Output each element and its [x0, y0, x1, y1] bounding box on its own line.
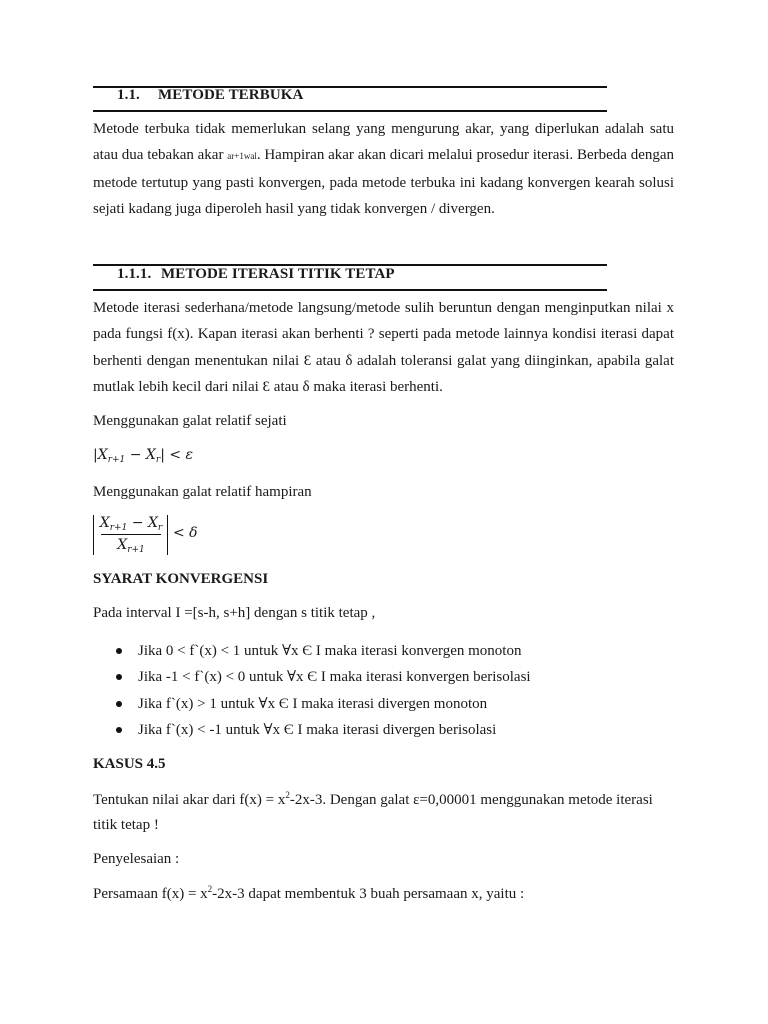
bullet-dot — [116, 701, 122, 707]
subheading-bottom-rule — [93, 289, 607, 291]
formula1-sub2: r — [155, 455, 161, 465]
subsection-title: METODE ITERASI TITIK TETAP — [161, 266, 395, 282]
paragraph-iterasi-titik-tetap: Metode iterasi sederhana/metode langsung/metode sulih beruntun dengan menginputkan nilai x pada fungsi f(x). Kapan iterasi akan berhenti ? seperti pada metode lainnya kondisi iterasi dapat berhenti dengan menentukan nilai Ɛ atau δ adalah toleransi galat yang diinginkan, apabila galat mutlak lebih kecil dari nilai Ɛ atau δ maka iterasi berhenti. — [93, 300, 674, 395]
kasus-line2: titik tetap ! — [93, 817, 159, 833]
persamaan-line — [93, 884, 524, 903]
section-title: METODE TERBUKA — [158, 87, 304, 103]
formula1-close: | < ε — [160, 447, 194, 463]
formula2-denominator — [97, 537, 165, 555]
formula1-sub1: r+1 — [107, 455, 126, 465]
formula2-den-sub: r+1 — [127, 545, 145, 555]
formula2-num-minus: − — [127, 515, 148, 531]
formula2-den-x: X — [117, 537, 128, 553]
list-item — [93, 717, 693, 743]
galat-sejati-label: Menggunakan galat relatif sejati — [93, 413, 287, 429]
formula2-num-x1: X — [99, 515, 110, 531]
formula2-tail: < δ — [173, 525, 198, 541]
persamaan-a: Persamaan f(x) = x — [93, 886, 208, 902]
formula2-num-x2: X — [147, 515, 158, 531]
kasus-line1-sup: 2 — [285, 790, 290, 800]
penyelesaian-label: Penyelesaian : — [93, 851, 180, 867]
bullet-dot — [116, 674, 122, 680]
formula2-numerator — [97, 515, 165, 533]
list-item — [93, 691, 693, 717]
formula2-left-abs-bar — [93, 515, 94, 555]
kasus-heading: KASUS 4.5 — [93, 756, 166, 772]
kasus-line1-b: -2x-3. Dengan galat ε=0,00001 menggunakan metode iterasi — [289, 792, 653, 808]
list-item — [93, 664, 693, 690]
formula1-minus: − — [125, 447, 146, 463]
formula-galat-sejati — [93, 447, 193, 465]
persamaan-sup: 2 — [207, 884, 213, 894]
section-heading-iterasi-titik-tetap — [117, 266, 395, 283]
paragraph-metode-terbuka — [93, 116, 674, 222]
list-item — [93, 638, 693, 664]
paragraph-text-part2: . Hampiran akar akan dicari melalui prosedur iterasi. Berbeda dengan metode tertutup yang pasti konvergen, pada metode terbuka ini kadang konvergen kearah solusi sejati kadang juga diperoleh hasil yang tidak konvergen / divergen. — [93, 147, 675, 217]
list-item-text: Jika -1 < f`(x) < 0 untuk ∀x Є I maka iterasi konvergen berisolasi — [138, 669, 531, 686]
syarat-list — [93, 638, 693, 743]
formula2-right-abs-bar — [167, 515, 168, 555]
syarat-konvergensi-heading: SYARAT KONVERGENSI — [93, 571, 269, 587]
subsection-number: 1.1.1. — [117, 266, 152, 282]
paragraph-small-text: ar+1wal — [227, 151, 257, 162]
galat-hampiran-label: Menggunakan galat relatif hampiran — [93, 484, 312, 500]
formula2-fraction-bar — [101, 534, 161, 535]
kasus-line1-a: Tentukan nilai akar dari f(x) = x — [93, 792, 286, 808]
list-item-text: Jika f`(x) > 1 untuk ∀x Є I maka iterasi divergen monoton — [138, 695, 488, 712]
persamaan-b: -2x-3 dapat membentuk 3 buah persamaan x, yaitu : — [212, 886, 525, 902]
section-heading-metode-terbuka — [117, 87, 303, 104]
bullet-dot — [116, 648, 122, 654]
kasus-line1 — [93, 790, 653, 809]
paragraph-text-part1: Metode terbuka tidak memerlukan selang yang mengurung akar, yang diperlukan adalah satu atau dua tebakan akar — [93, 121, 674, 164]
heading-bottom-rule — [93, 110, 607, 112]
formula1-x2: X — [145, 447, 156, 463]
bullet-dot — [116, 727, 122, 733]
formula1-open: | — [93, 447, 98, 463]
formula1-x1: X — [97, 447, 108, 463]
list-item-text: Jika f`(x) < -1 untuk ∀x Є I maka iterasi divergen berisolasi — [138, 721, 497, 738]
formula2-num-sub1: r+1 — [109, 523, 128, 533]
list-item-text: Jika 0 < f`(x) < 1 untuk ∀x Є I maka iterasi konvergen monoton — [138, 643, 522, 659]
formula2-num-sub2: r — [157, 523, 163, 533]
syarat-intro: Pada interval I =[s-h, s+h] dengan s titik tetap , — [93, 605, 376, 621]
section-number: 1.1. — [117, 87, 140, 103]
